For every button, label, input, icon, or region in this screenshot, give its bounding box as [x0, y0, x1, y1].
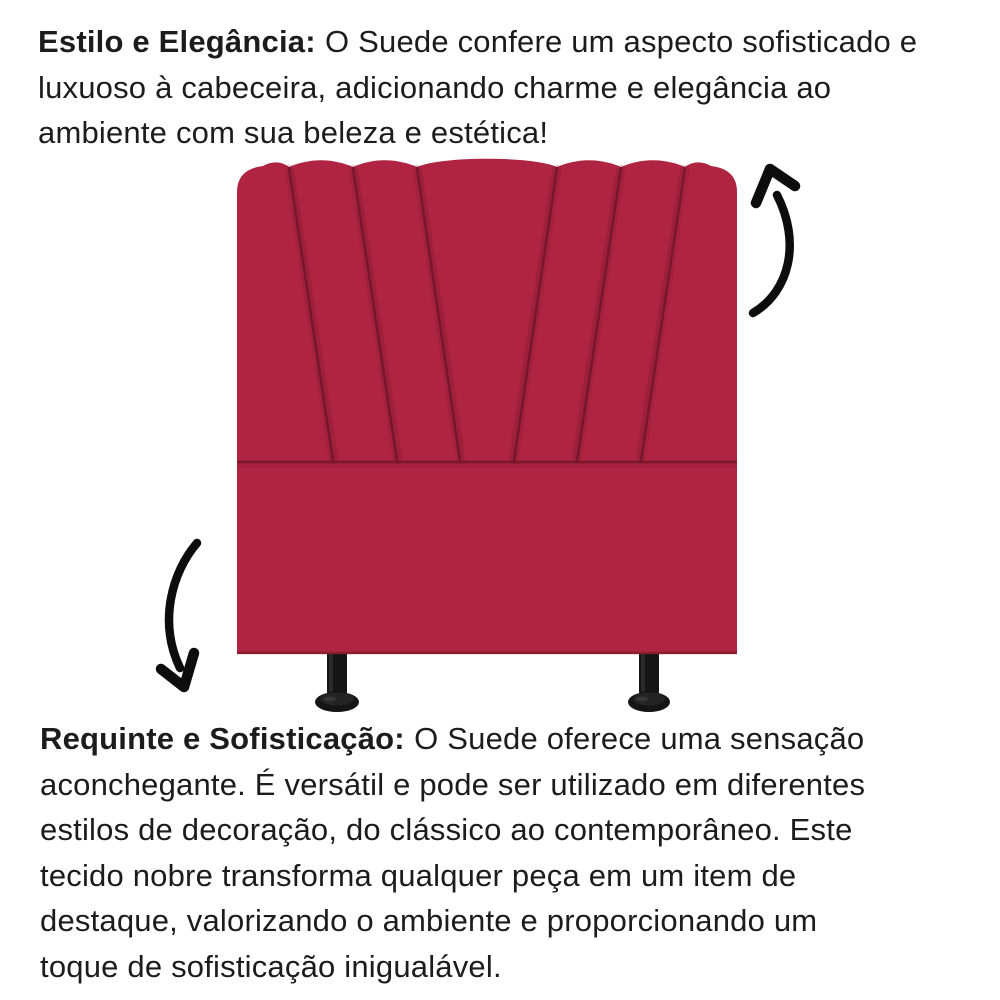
- top-paragraph-line-3: ambiente com sua beleza e estética!: [38, 115, 549, 150]
- fan-seams: [289, 168, 685, 461]
- top-paragraph-heading: Estilo e Elegância:: [38, 24, 316, 59]
- bottom-paragraph-line-2: aconchegante. É versátil e pode ser utilizado em diferentes: [40, 766, 866, 802]
- bottom-paragraph-heading: Requinte e Sofisticação:: [40, 721, 405, 756]
- top-paragraph: [38, 19, 980, 156]
- headboard-body: [237, 159, 737, 654]
- curved-arrow-down-icon: [161, 543, 197, 687]
- headboard-foot-right: [628, 645, 670, 712]
- top-paragraph-text-1: O Suede confere um aspecto sofisticado e: [325, 24, 918, 59]
- bottom-paragraph-line-3: estilos de decoração, do clássico ao contemporâneo. Este: [40, 812, 853, 847]
- top-paragraph-line-1: [38, 19, 980, 65]
- curved-arrow-up-icon: [753, 169, 795, 313]
- top-paragraph-line-2: luxuoso à cabeceira, adicionando charme e elegância ao: [38, 69, 832, 105]
- headboard-foot-left: [315, 645, 359, 712]
- skirt-seam: [237, 462, 737, 464]
- bottom-paragraph-line-4: tecido nobre transforma qualquer peça em um item de: [40, 857, 797, 893]
- bottom-paragraph-line-5: destaque, valorizando o ambiente e proporcionando um: [40, 903, 818, 938]
- bottom-paragraph-line-6: toque de sofisticação inigualável.: [40, 948, 502, 984]
- headboard: [237, 159, 737, 654]
- bottom-paragraph: [40, 716, 980, 989]
- bottom-paragraph-line-1: [40, 716, 980, 762]
- bottom-paragraph-text-1: O Suede oferece uma sensação: [414, 721, 865, 756]
